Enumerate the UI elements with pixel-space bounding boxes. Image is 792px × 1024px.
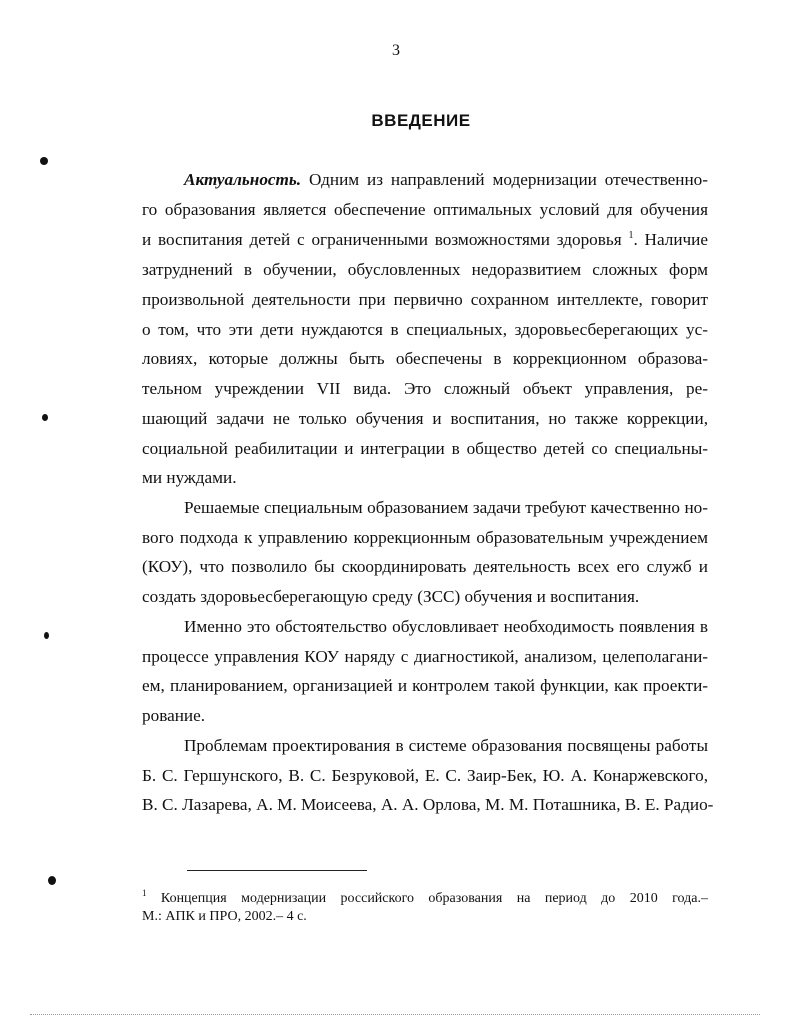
text-line: ловиях, которые должны быть обеспечены в коррекционном образова- (142, 349, 708, 368)
text-line: Проблемам проектирования в системе образования посвящены работы (184, 736, 708, 755)
text-line: процессе управления КОУ наряду с диагностикой, анализом, целеполагани- (142, 647, 708, 666)
text-line: Б. С. Гершунского, В. С. Безруковой, Е. С. Заир-Бек, Ю. А. Конаржевского, (142, 766, 708, 785)
text-line: Решаемые специальным образованием задачи требуют качественно но- (184, 498, 708, 517)
page-number: 3 (392, 42, 400, 59)
scan-edge-noise (30, 1014, 760, 1015)
footnote-separator (187, 870, 367, 871)
text-line: го образования является обеспечение оптимальных условий для обучения (142, 200, 708, 219)
text-line: социальной реабилитации и интеграции в общество детей со специальны- (142, 439, 708, 458)
text-line: Актуальность. Одним из направлений модернизации отечественно- (184, 170, 708, 189)
text-line: создать здоровьесберегающую среду (ЗСС) обучения и воспитания. (142, 587, 640, 606)
text-line: произвольной деятельности при первично сохранном интеллекте, говорит (142, 290, 708, 309)
text-line: Именно это обстоятельство обусловливает необходимость появления в (184, 617, 708, 636)
scan-hole-mark (44, 632, 49, 639)
text-line: о том, что эти дети нуждаются в специальных, здоровьесберегающих ус- (142, 320, 708, 339)
text-line: шающий задачи не только обучения и воспитания, но также коррекции, (142, 409, 708, 428)
text-line: и воспитания детей с ограниченными возможностями здоровья $^1$. Наличие (142, 230, 708, 249)
text-line: рование. (142, 706, 206, 725)
scan-hole-mark (40, 157, 48, 165)
text-line: ми нуждами. (142, 468, 237, 487)
scan-hole-mark (42, 414, 48, 421)
lead-term: Актуальность. (184, 170, 302, 189)
footnote-line: М.: АПК и ПРО, 2002.– 4 с. (142, 909, 307, 924)
text-line: вого подхода к управлению коррекционным образовательным учреждением (142, 528, 708, 547)
text-line: затруднений в обучении, обусловленных недоразвитием сложных форм (142, 260, 708, 279)
text-line: (КОУ), что позволило бы скоординировать деятельность всех его служб и (142, 557, 708, 576)
text-line: тельном учреждении VII вида. Это сложный объект управления, ре- (142, 379, 708, 398)
footnote-ref: 1 (628, 230, 634, 241)
scan-hole-mark (48, 876, 56, 885)
section-heading: ВВЕДЕНИЕ (371, 111, 471, 130)
text-line: В. С. Лазарева, А. М. Моисеева, А. А. Орлова, М. М. Поташника, В. Е. Радио- (142, 795, 714, 814)
text-line: ем, планированием, организацией и контролем такой функции, как проекти- (142, 676, 708, 695)
footnote-line: $^1$ Концепция модернизации российского образования на период до 2010 года.– (142, 888, 708, 906)
footnote-marker: 1 (142, 888, 147, 898)
